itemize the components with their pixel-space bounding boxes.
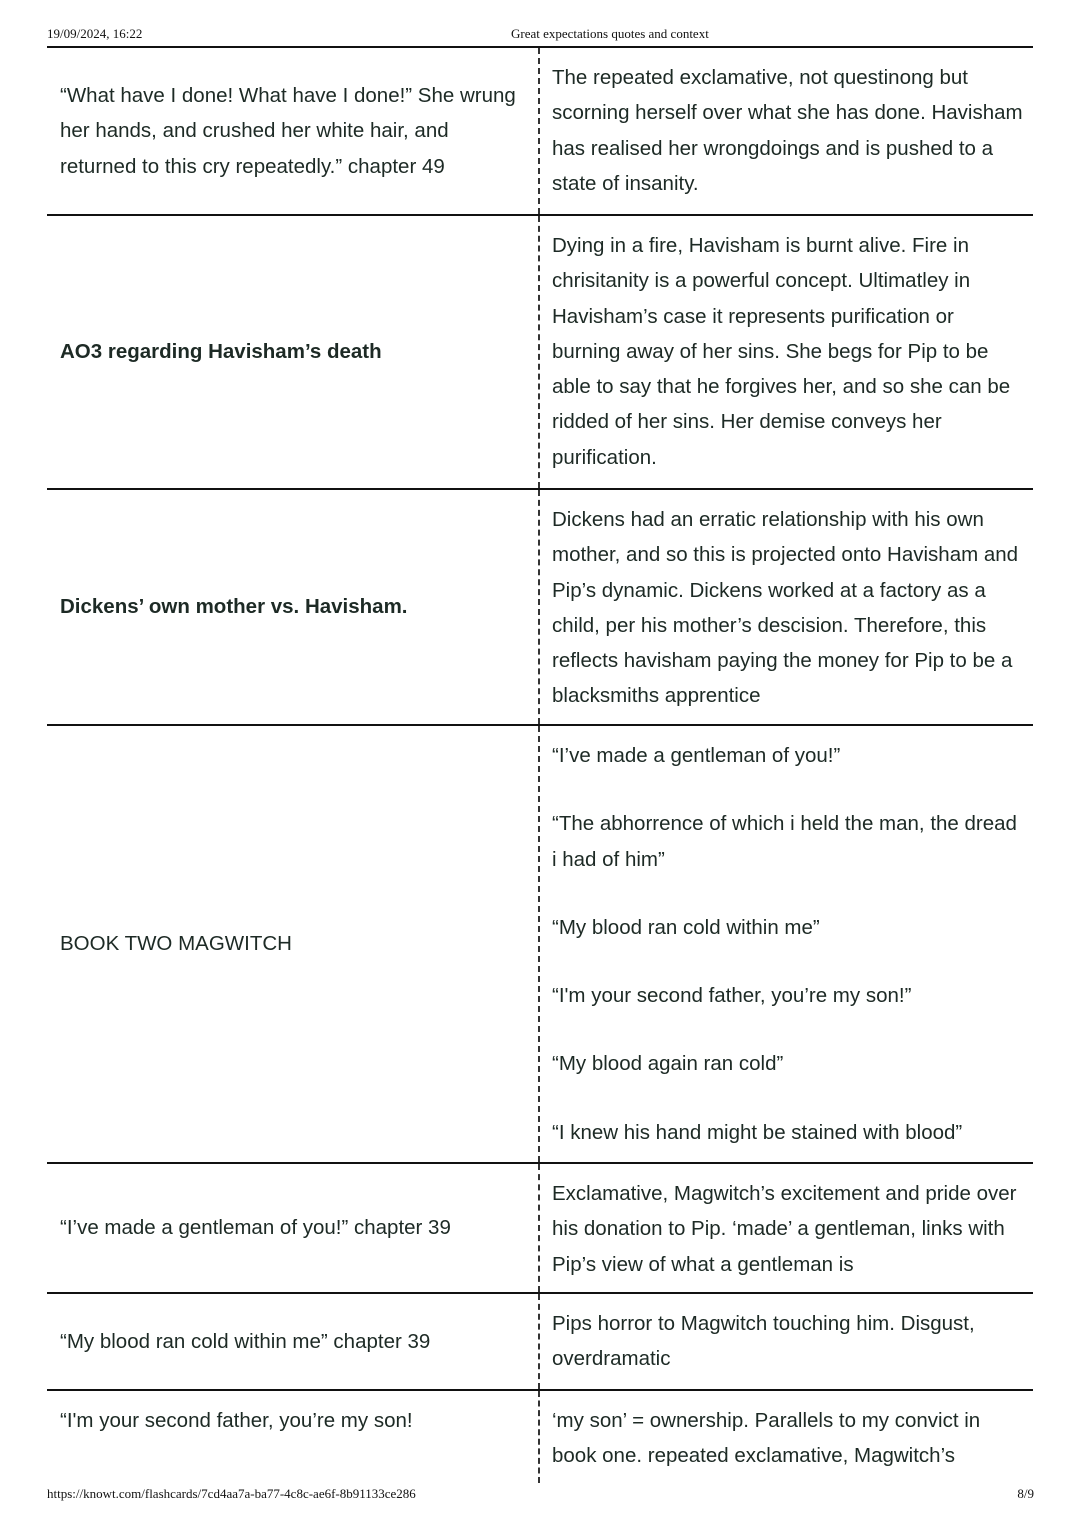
table-row [47, 726, 1033, 1164]
quote: “I knew his hand might be stained with blood” [552, 1120, 963, 1144]
definition-cell: ‘my son’ = ownership. Parallels to my convict in book one. repeated exclamative, Magwitch’s [552, 1409, 981, 1468]
definition-cell: Pips horror to Magwitch touching him. Disgust, overdramatic [552, 1312, 975, 1371]
quote: “I’ve made a gentleman of you!” [552, 744, 841, 767]
table-row [47, 1294, 1033, 1391]
definition-cell: Dying in a fire, Havisham is burnt alive. Fire in chrisitanity is a powerful concept. Ultimatley in Havisham’s case it represents purification or burning away of her sins. She begs for Pip to be able to say that he forgives her, and so she can be ridded of her sins. Her demise conveys her purification. [552, 234, 1011, 469]
table-row [47, 216, 1033, 490]
table-row [47, 1164, 1033, 1294]
quote: “My blood again ran cold” [552, 1052, 784, 1076]
term-cell: BOOK TWO MAGWITCH [47, 726, 540, 1162]
term-cell: Dickens’ own mother vs. Havisham. [47, 490, 540, 724]
print-datetime: 19/09/2024, 16:22 [47, 26, 143, 41]
definition-cell: Dickens had an erratic relationship with his own mother, and so this is projected onto Havisham and Pip’s dynamic. Dickens worked at a factory as a child, per his mother’s descision. Therefore, this reflects havisham paying the money for Pip to be a blacksmiths apprentice [552, 508, 1019, 708]
page-title: Great expectations quotes and context [511, 26, 709, 41]
definition-cell [540, 726, 1033, 1162]
page-url: https://knowt.com/flashcards/7cd4aa7a-ba77-4c8c-ae6f-8b91133ce286 [47, 1486, 416, 1501]
table-row [47, 490, 1033, 726]
term-cell: AO3 regarding Havisham’s death [47, 216, 540, 488]
page-number: 8/9 [1017, 1486, 1034, 1501]
table-row [47, 1391, 1033, 1483]
term-cell: “What have I done! What have I done!” She wrung her hands, and crushed her white hair, and returned to this cry repeatedly.” chapter 49 [47, 48, 540, 214]
flashcard-table [47, 46, 1033, 1483]
definition-cell: Exclamative, Magwitch’s excitement and pride over his donation to Pip. ‘made’ a gentleman, links with Pip’s view of what a gentleman is [552, 1182, 1017, 1276]
definition-cell: The repeated exclamative, not questinong but scorning herself over what she has done. Havisham has realised her wrongdoings and is pushed to a state of insanity. [552, 66, 1023, 195]
table-row [47, 48, 1033, 216]
quote: “The abhorrence of which i held the man, the dread i had of him” [552, 812, 1017, 871]
quote: “I'm your second father, you’re my son!” [552, 984, 912, 1008]
quote: “My blood ran cold within me” [552, 915, 820, 939]
term-cell: “My blood ran cold within me” chapter 39 [47, 1294, 540, 1389]
term-cell: “I'm your second father, you’re my son! [47, 1391, 540, 1483]
term-cell: “I’ve made a gentleman of you!” chapter 39 [47, 1164, 540, 1292]
